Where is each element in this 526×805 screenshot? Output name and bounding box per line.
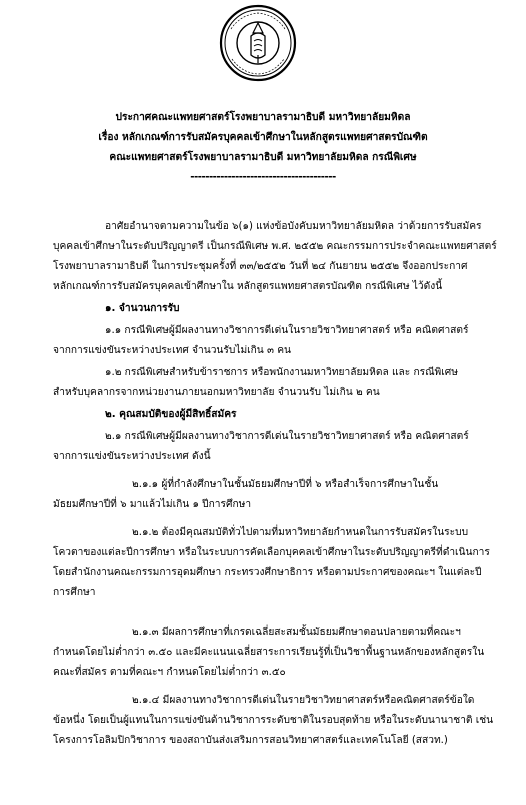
body-line-23: ข้อหนึ่ง โดยเป็นผู้แทนในการแข่งขันด้านวิชาการระดับชาติในรอบสุดท้าย หรือในระดับนานาชาติ เช่น xyxy=(53,715,494,726)
body-line-18: การศึกษา xyxy=(53,587,96,598)
body-line-14: มัธยมศึกษาปีที่ ๖ มาแล้วไม่เกิน ๑ ปีการศึกษา xyxy=(53,499,252,510)
body-line-20: กำหนดโดยไม่ต่ำกว่า ๓.๕๐ และมีคะแนนเฉลี่ยสาระการเรียนรู้ที่เป็นวิชาพื้นฐานหลักของหลักสูตรใน xyxy=(53,647,485,658)
body-line-6: ๑.๑ กรณีพิเศษผู้มีผลงานทางวิชาการดีเด่นในรายวิชาวิทยาศาสตร์ หรือ คณิตศาสตร์ xyxy=(105,325,469,336)
body-line-9: สำหรับบุคลากรจากหน่วยงานภายนอกมหาวิทยาลัย จำนวนรับ ไม่เกิน ๒ คน xyxy=(53,387,380,398)
body-line-12: จากการแข่งขันระหว่างประเทศ ดังนี้ xyxy=(53,451,211,462)
body-line-13: ๒.๑.๑ ผู้ที่กำลังศึกษาในชั้นมัธยมศึกษาปีที่ ๖ หรือสำเร็จการศึกษาในชั้น xyxy=(132,479,439,490)
body-line-11: ๒.๑ กรณีพิเศษผู้มีผลงานทางวิชาการดีเด่นในรายวิชาวิทยาศาสตร์ หรือ คณิตศาสตร์ xyxy=(105,431,469,442)
doc-title-line-2: เรื่อง หลักเกณฑ์การรับสมัครบุคคลเข้าศึกษาในหลักสูตรแพทยศาสตรบัณฑิต xyxy=(98,132,428,143)
body-line-7: จากการแข่งขันระหว่างประเทศ จำนวนรับไม่เกิน ๓ คน xyxy=(53,345,291,356)
doc-title-line-1: ประกาศคณะแพทยศาสตร์โรงพยาบาลรามาธิบดี มหาวิทยาลัยมหิดล xyxy=(115,112,411,123)
body-line-22: ๒.๑.๔ มีผลงานทางวิชาการดีเด่นในรายวิชาวิทยาศาสตร์หรือคณิตศาสตร์ข้อใด xyxy=(132,695,475,706)
mahidol-university-seal-icon xyxy=(218,3,298,83)
body-line-2: บุคคลเข้าศึกษาในระดับปริญญาตรี เป็นกรณีพิเศษ พ.ศ. ๒๕๕๒ คณะกรรมการประจำคณะแพทยศาสตร์ xyxy=(53,241,497,252)
doc-title-line-3: คณะแพทยศาสตร์โรงพยาบาลรามาธิบดี มหาวิทยาลัยมหิดล กรณีพิเศษ xyxy=(109,152,417,163)
section-1-heading: ๑. จำนวนการรับ xyxy=(105,303,180,314)
section-2-heading: ๒. คุณสมบัติของผู้มีสิทธิ์สมัคร xyxy=(105,409,237,420)
body-line-21: คณะที่สมัคร ตามที่คณะฯ กำหนดโดยไม่ต่ำกว่า ๓.๕๐ xyxy=(53,667,286,678)
body-line-4: หลักเกณฑ์การรับสมัครบุคคลเข้าศึกษาใน หลักสูตรแพทยศาสตรบัณฑิต กรณีพิเศษ ไว้ดังนี้ xyxy=(53,281,443,292)
body-line-16: โควตาของแต่ละปีการศึกษา หรือในระบบการคัดเลือกบุคคลเข้าศึกษาในระดับปริญญาตรีที่ดำเนินการ xyxy=(53,547,490,558)
body-line-15: ๒.๑.๒ ต้องมีคุณสมบัติทั่วไปตามที่มหาวิทยาลัยกำหนดในการรับสมัครในระบบ xyxy=(132,527,469,538)
body-line-8: ๑.๒ กรณีพิเศษสำหรับข้าราชการ หรือพนักงานมหาวิทยาลัยมหิดล และ กรณีพิเศษ xyxy=(105,367,458,378)
body-line-17: โดยสำนักงานคณะกรรมการอุดมศึกษา กระทรวงศึกษาธิการ หรือตามประกาศของคณะฯ ในแต่ละปี xyxy=(53,567,482,578)
body-line-24: โครงการโอลิมปิกวิชาการ ของสถาบันส่งเสริมการสอนวิทยาศาสตร์และเทคโนโลยี (สสวท.) xyxy=(53,735,448,746)
body-line-19: ๒.๑.๓ มีผลการศึกษาที่เกรดเฉลี่ยสะสมชั้นมัธยมศึกษาตอนปลายตามที่คณะฯ xyxy=(132,627,461,638)
body-line-3: โรงพยาบาลรามาธิบดี ในการประชุมครั้งที่ ๓๓/๒๕๕๒ วันที่ ๒๔ กันยายน ๒๕๕๒ จึงออกประกาศ xyxy=(53,261,468,272)
body-line-1: อาศัยอำนาจตามความในข้อ ๖(๑) แห่งข้อบังคับมหาวิทยาลัยมหิดล ว่าด้วยการรับสมัคร xyxy=(105,221,482,232)
title-separator: --------------------------------------- xyxy=(190,172,336,183)
